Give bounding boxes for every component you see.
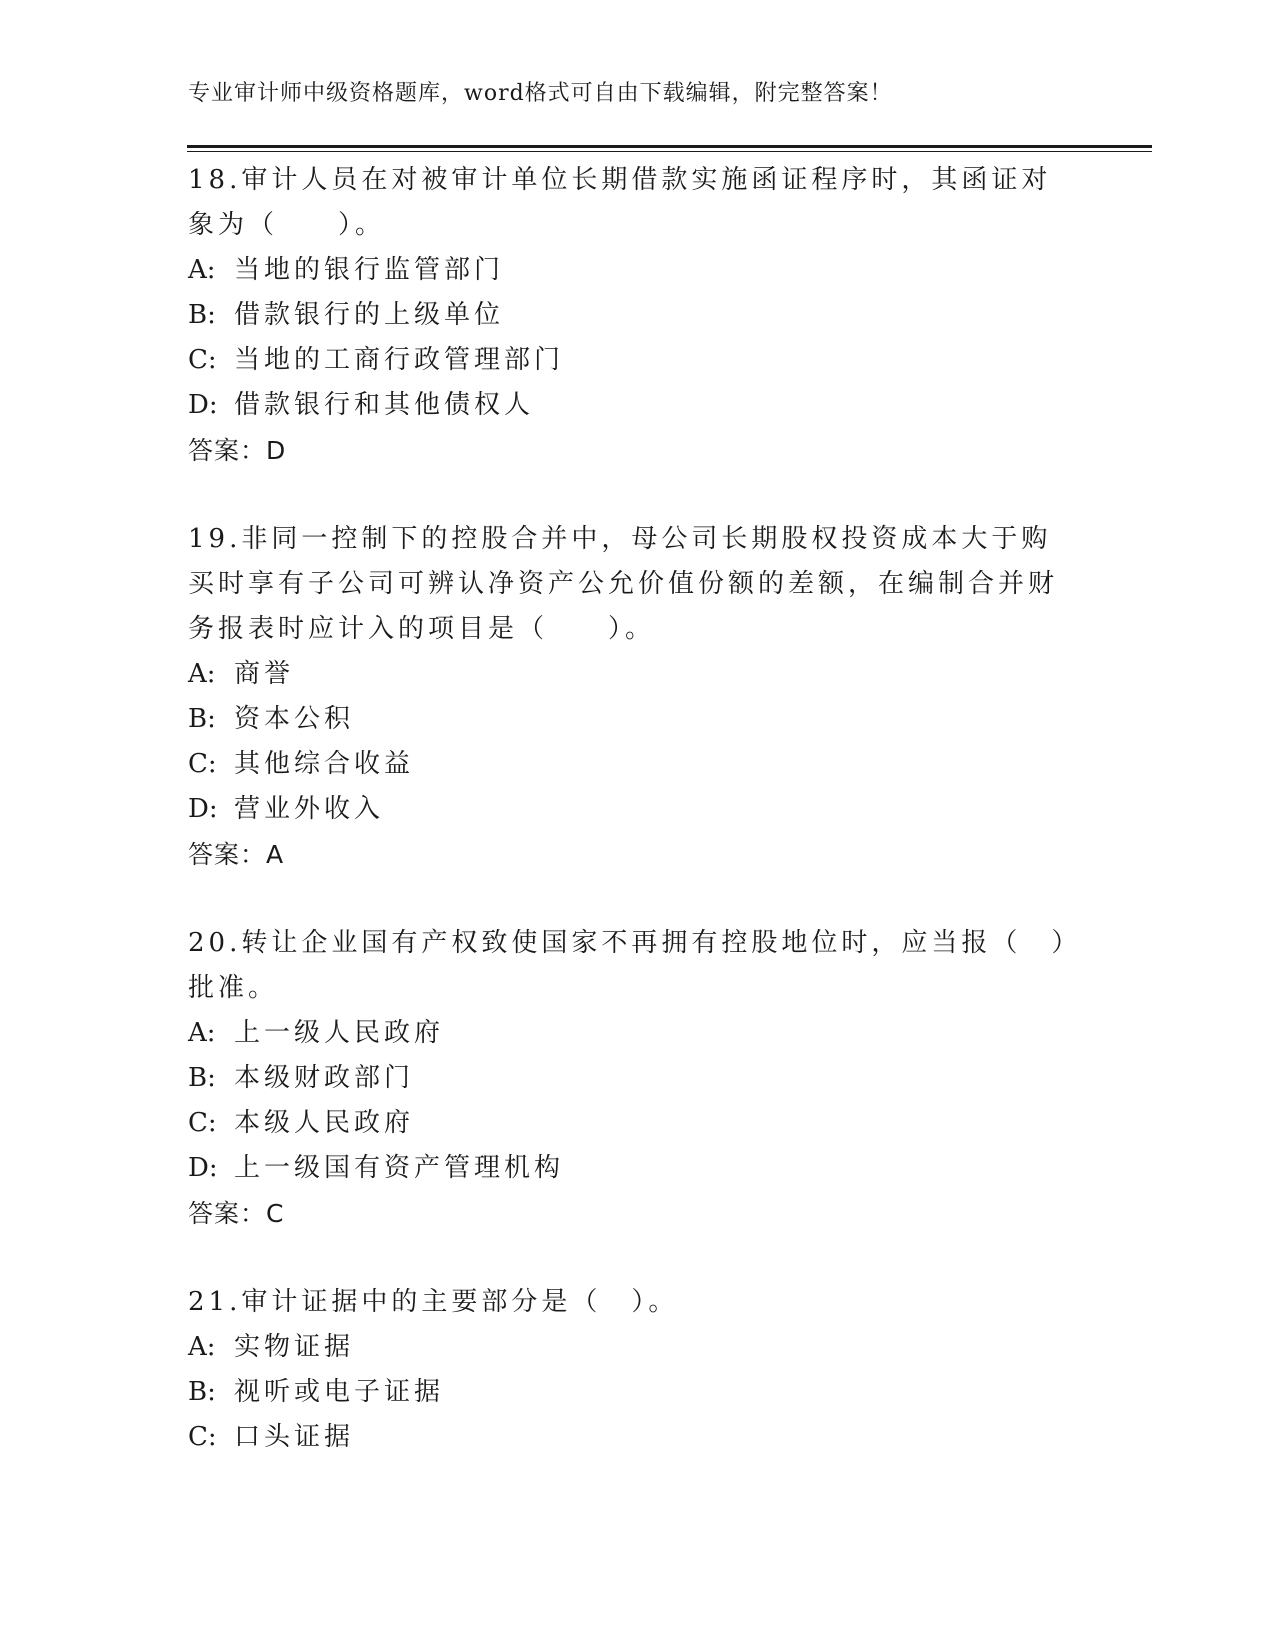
question-18 <box>188 158 1088 473</box>
option-text: 借款银行和其他债权人 <box>234 390 535 420</box>
option-text: 其他综合收益 <box>234 749 415 779</box>
option-a <box>188 1325 1088 1370</box>
option-letter: A: <box>188 1018 216 1048</box>
option-b <box>188 1370 1088 1415</box>
option-c <box>188 1101 1088 1146</box>
option-c <box>188 742 1088 787</box>
option-text: 当地的银行监管部门 <box>234 255 505 285</box>
question-stem: 20.转让企业国有产权致使国家不再拥有控股地位时，应当报（ ）批准。 <box>188 928 1069 1003</box>
option-c <box>188 1415 1088 1460</box>
answer-line: 答案：C <box>188 1199 285 1228</box>
option-letter: A: <box>188 255 216 285</box>
answer-line: 答案：D <box>188 436 287 465</box>
question-19 <box>188 517 1088 877</box>
option-d <box>188 1146 1088 1191</box>
option-a <box>188 248 1088 293</box>
option-a <box>188 1011 1088 1056</box>
question-21 <box>188 1280 1088 1460</box>
question-stem: 21.审计证据中的主要部分是（ ）。 <box>188 1287 679 1317</box>
option-text: 上一级人民政府 <box>234 1018 445 1048</box>
option-c <box>188 338 1088 383</box>
option-d <box>188 787 1088 832</box>
option-letter: D: <box>188 1153 218 1183</box>
option-letter: B: <box>188 300 216 330</box>
option-letter: A: <box>188 659 216 689</box>
option-letter: C: <box>188 1422 217 1452</box>
question-stem: 19.非同一控制下的控股合并中，母公司长期股权投资成本大于购买时享有子公司可辨认净资产公允价值份额的差额，在编制合并财务报表时应计入的项目是（ ）。 <box>188 524 1059 644</box>
option-text: 借款银行的上级单位 <box>234 300 505 330</box>
option-letter: C: <box>188 345 217 375</box>
header-divider-thin <box>187 151 1152 152</box>
option-d <box>188 383 1088 428</box>
question-stem: 18.审计人员在对被审计单位长期借款实施函证程序时，其函证对象为（ ）。 <box>188 165 1052 240</box>
option-text: 商誉 <box>234 659 295 689</box>
answer-line: 答案：A <box>188 840 285 869</box>
option-text: 上一级国有资产管理机构 <box>234 1153 565 1183</box>
option-text: 实物证据 <box>234 1332 355 1362</box>
option-letter: C: <box>188 1108 217 1138</box>
question-20 <box>188 921 1088 1236</box>
option-letter: B: <box>188 704 216 734</box>
option-b <box>188 697 1088 742</box>
option-text: 营业外收入 <box>234 794 385 824</box>
page-header: 专业审计师中级资格题库，word格式可自由下载编辑，附完整答案！ <box>188 81 893 106</box>
option-letter: D: <box>188 390 218 420</box>
option-text: 本级财政部门 <box>234 1063 415 1093</box>
option-a <box>188 652 1088 697</box>
option-text: 当地的工商行政管理部门 <box>234 345 565 375</box>
option-letter: B: <box>188 1063 216 1093</box>
option-b <box>188 1056 1088 1101</box>
option-letter: B: <box>188 1377 216 1407</box>
option-text: 本级人民政府 <box>234 1108 415 1138</box>
option-letter: D: <box>188 794 218 824</box>
option-letter: C: <box>188 749 217 779</box>
question-list <box>188 158 1088 1504</box>
option-text: 视听或电子证据 <box>234 1377 445 1407</box>
option-b <box>188 293 1088 338</box>
header-divider-thick <box>187 145 1152 148</box>
option-text: 资本公积 <box>234 704 355 734</box>
option-letter: A: <box>188 1332 216 1362</box>
option-text: 口头证据 <box>234 1422 355 1452</box>
